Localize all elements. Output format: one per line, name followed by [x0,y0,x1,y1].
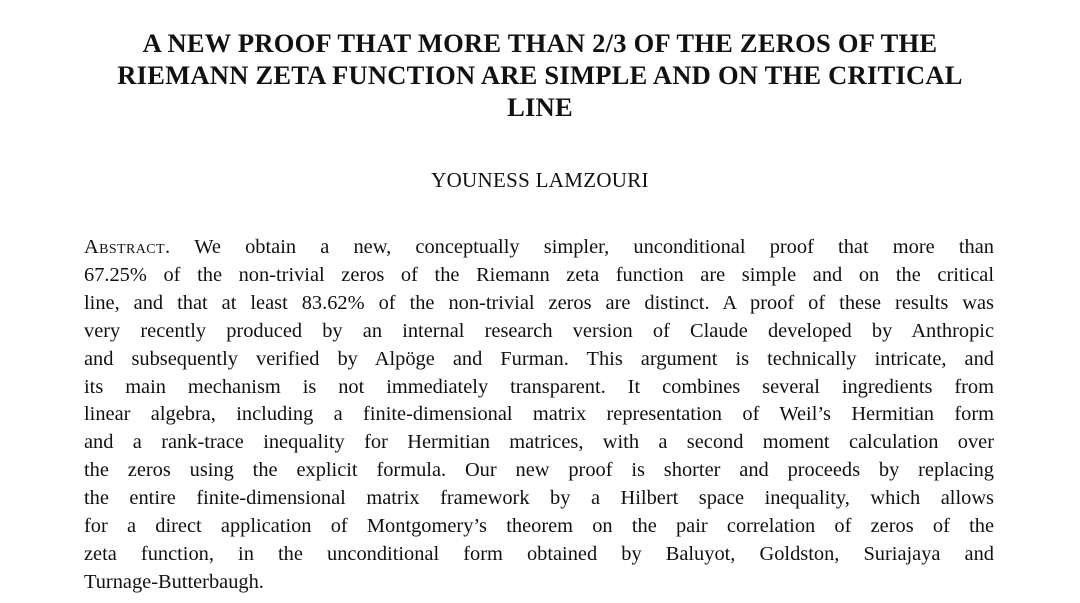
abstract-line-13: Turnage-Butterbaugh. [84,570,264,593]
abstract-line-8: and a rank-trace inequality for Hermitian matrices, with a second moment calculation over [84,431,994,454]
title-line-2: RIEMANN ZETA FUNCTION ARE SIMPLE AND ON THE CRITICAL [117,60,963,90]
abstract [84,234,994,597]
abstract-line-12: zeta function, in the unconditional form obtained by Baluyot, Goldston, Suriajaya and [84,542,994,565]
abstract-line-2: 67.25% of the non-trivial zeros of the Riemann zeta function are simple and on the critical [84,263,994,286]
abstract-line-11: for a direct application of Montgomery’s theorem on the pair correlation of zeros of the [84,515,994,538]
paper-title [10,27,1070,123]
abstract-line-7: linear algebra, including a finite-dimensional matrix representation of Weil’s Hermitian form [84,403,994,426]
abstract-line-1 [84,234,994,262]
abstract-line-6: its main mechanism is not immediately transparent. It combines several ingredients from [84,375,994,398]
author-name: YOUNESS LAMZOURI [431,168,649,192]
abstract-line-5: and subsequently verified by Alpöge and Furman. This argument is technically intricate, and [84,347,994,370]
title-line-3: LINE [507,92,573,122]
abstract-line-9: the zeros using the explicit formula. Our new proof is shorter and proceeds by replacing [84,459,994,482]
abstract-line-10: the entire finite-dimensional matrix framework by a Hilbert space inequality, which allows [84,487,994,510]
abstract-line-3: line, and that at least 83.62% of the non-trivial zeros are distinct. A proof of these results was [84,291,994,314]
title-line-1: A NEW PROOF THAT MORE THAN 2/3 OF THE ZEROS OF THE [142,28,938,58]
abstract-line-4: very recently produced by an internal research version of Claude developed by Anthropic [84,319,994,342]
abstract-heading: Abstract. [84,236,171,258]
abstract-line-1-text: We obtain a new, conceptually simpler, unconditional proof that more than [170,236,994,258]
